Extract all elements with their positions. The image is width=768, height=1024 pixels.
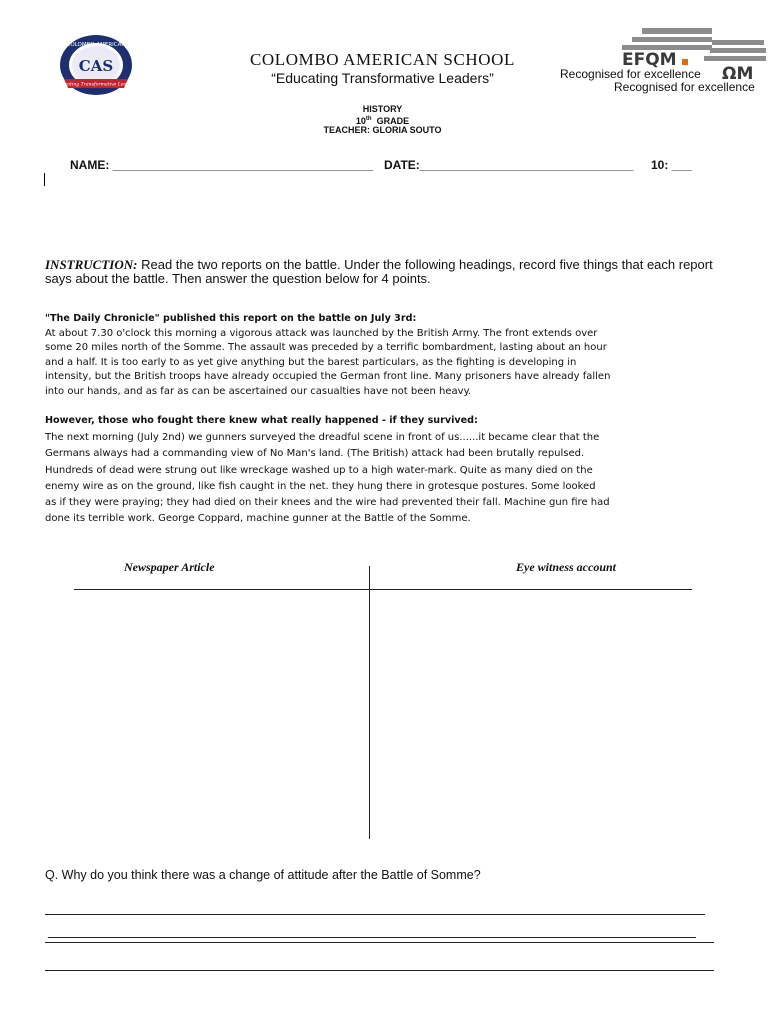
date-label: DATE: bbox=[384, 158, 420, 172]
teacher-label: TEACHER: GLORIA SOUTO bbox=[323, 125, 442, 135]
logo-initials: CAS bbox=[78, 57, 114, 75]
report1-title: "The Daily Chronicle" published this report on the battle on July 3rd: bbox=[45, 313, 417, 324]
school-crest-logo bbox=[56, 33, 136, 99]
date-field[interactable] bbox=[384, 158, 633, 172]
column-header-newspaper: Newspaper Article bbox=[124, 560, 215, 574]
logo-banner-text: Educating Transformative Leaders bbox=[56, 82, 136, 88]
grade-number: 10 bbox=[355, 116, 366, 126]
efqm-brand-1: EFQM bbox=[622, 50, 677, 70]
report1-line: and a half. It is too early to as yet give anything but the barest particulars, as the fighting is developing in bbox=[45, 356, 577, 368]
school-name: COLOMBO AMERICAN SCHOOL bbox=[249, 50, 516, 69]
efqm-logo bbox=[560, 26, 768, 94]
answer-line-4[interactable] bbox=[45, 970, 714, 971]
question-prompt: Q. Why do you think there was a change of attitude after the Battle of Somme? bbox=[45, 868, 481, 882]
instruction-text: Read the two reports on the battle. Under the following headings, record five things that each report says about the battle. Then answer the question below for 4 points. bbox=[45, 257, 713, 286]
report1-body bbox=[45, 327, 745, 399]
name-blank[interactable]: _______________________________________ bbox=[112, 158, 373, 172]
eyewitness-answer-area[interactable] bbox=[371, 592, 691, 838]
logo-ring-text: COLOMBO AMERICAN bbox=[66, 42, 126, 48]
report2-line: The next morning (July 2nd) we gunners surveyed the dreadful scene in front of us......it became clear that the bbox=[45, 432, 600, 443]
subject-label: HISTORY bbox=[362, 104, 403, 114]
report1-line: into our hands, and as far as can be ascertained our casualties have not been heavy. bbox=[45, 385, 472, 397]
name-field[interactable] bbox=[70, 158, 373, 172]
grade-word: GRADE bbox=[376, 116, 410, 126]
report1-line: some 20 miles north of the Somme. The assault was preceded by a terrific bombardment, lasting about an hour bbox=[45, 342, 607, 354]
answer-line-1[interactable] bbox=[45, 914, 705, 915]
answer-line-3[interactable] bbox=[45, 942, 714, 943]
report2-line: done its terrible work. George Coppard, machine gunner at the Battle of the Somme. bbox=[45, 513, 471, 525]
report2-line: as if they were praying; they had died on their knees and the wire had prevented their fall. Machine gun fire had bbox=[45, 497, 610, 509]
column-header-eyewitness: Eye witness account bbox=[516, 560, 617, 574]
name-label: NAME: bbox=[70, 158, 110, 172]
text-cursor bbox=[44, 173, 45, 186]
report2-title: However, those who fought there knew what really happened - if they survived: bbox=[45, 415, 478, 426]
efqm-tagline-1: Recognised for excellence bbox=[560, 67, 701, 81]
date-blank[interactable]: ________________________________ bbox=[419, 158, 634, 172]
svg-text:ΩM: ΩM bbox=[722, 64, 754, 84]
school-motto: “Educating Transformative Leaders” bbox=[271, 70, 494, 86]
report2-line: Hundreds of dead were strung out like wreckage washed up to a high water-mark. Quite as many died on the bbox=[45, 464, 593, 476]
score-label: 10: bbox=[651, 158, 669, 172]
report1-line: At about 7.30 o'clock this morning a vigorous attack was launched by the British Army. The front extends over bbox=[45, 328, 598, 339]
score-blank[interactable]: ___ bbox=[671, 158, 692, 172]
score-field[interactable] bbox=[651, 158, 692, 172]
table-column-divider bbox=[369, 566, 370, 839]
report2-line: Germans always had a commanding view of No Man's land. (The British) attack had been brutally repulsed. bbox=[45, 448, 585, 460]
newspaper-answer-area[interactable] bbox=[74, 592, 368, 838]
report1-line: intensity, but the British troops have already occupied the German front line. Many prisoners have already fallen bbox=[45, 371, 611, 383]
report2-body bbox=[45, 430, 745, 528]
table-header-rule bbox=[74, 589, 692, 590]
efqm-tagline-2: Recognised for excellence bbox=[614, 80, 755, 94]
instruction-paragraph bbox=[45, 258, 735, 286]
report2-line: enemy wire as on the ground, like fish caught in the net. they hung there in grotesque postures. Some looked bbox=[45, 480, 596, 492]
instruction-lead: INSTRUCTION: bbox=[45, 257, 138, 272]
grade-suffix: th bbox=[365, 116, 372, 122]
answer-line-2[interactable] bbox=[48, 937, 696, 938]
